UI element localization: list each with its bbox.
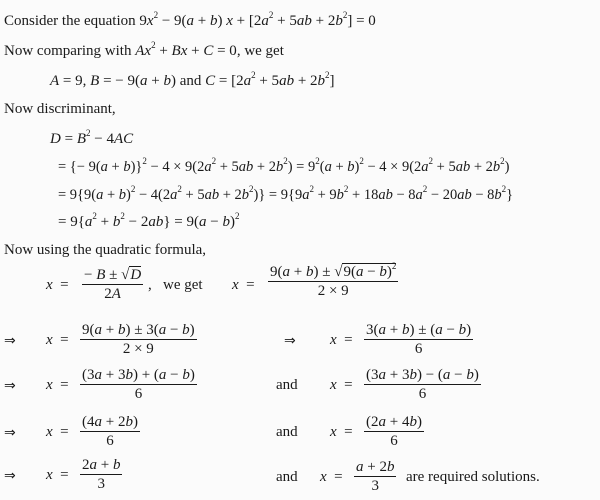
- discriminant-step-4: = $9\{a^2 + b^2 - 2ab\} = 9(a - b)^2$: [58, 211, 240, 230]
- intro-equation: $9x^2 - 9(a + b) x + [2a^2 + 5ab + 2b^2] = 0$: [139, 10, 376, 29]
- intro-prefix: Consider the equation: [4, 13, 136, 29]
- x-equals: x =: [320, 469, 343, 485]
- x-equals: x =: [330, 332, 353, 348]
- x-equals: x =: [330, 377, 353, 393]
- and-label: and: [276, 469, 298, 485]
- discriminant-step-3: = $9\{9(a + b)^2 - 4(2a^2 + 5ab + 2b^2)\} = 9\{9a^2 + 9b^2 + 18ab - 8a^2 - 20ab - 8b^2\}$: [58, 184, 514, 203]
- step4-left-fraction: 2a + b 3: [82, 457, 121, 492]
- x-equals: x =: [46, 332, 69, 348]
- discriminant-step-2: = {− $9(a + b)\}^2 - 4 \times 9(2a^2 + 5ab + 2b^2) = 9^2(a + b)^2 - 4 \times 9(2a^2 + 5ab + 2b^2)$: [58, 156, 510, 175]
- implies-icon: ⇒: [4, 333, 16, 349]
- step3-right-fraction: (2a + 4b) 6: [366, 414, 422, 449]
- intro-line: [4, 12, 376, 30]
- step1-right-fraction: 3(a + b) ± (a − b) 6: [366, 322, 472, 357]
- compare-suffix: , we get: [236, 43, 284, 59]
- and-label: and: [276, 424, 298, 440]
- step1-left-fraction: 9(a + b) ± 3(a − b) 2 × 9: [82, 322, 195, 357]
- we-get-label: , we get: [148, 277, 203, 293]
- implies-icon: ⇒: [4, 425, 16, 441]
- coefficients-line: A = 9, B = − 9(a + b) and $C = [2a^2 + 5ab + 2b^2]$: [50, 70, 335, 89]
- implies-icon: ⇒: [284, 333, 296, 349]
- x-equals-1: x =: [46, 277, 69, 293]
- discriminant-step-1: $D = B^2 - 4AC$: [50, 128, 134, 147]
- implies-icon: ⇒: [4, 468, 16, 484]
- compare-line: [4, 42, 284, 60]
- x-equals: x =: [46, 467, 69, 483]
- step3-left-fraction: (4a + 2b) 6: [82, 414, 138, 449]
- quadratic-formula: − B ± √D 2A: [84, 267, 142, 302]
- compare-prefix: Now comparing with: [4, 43, 132, 59]
- quadratic-heading: Now using the quadratic formula,: [4, 242, 207, 258]
- step2-right-fraction: (3a + 3b) − (a − b) 6: [366, 367, 479, 402]
- discriminant-heading: Now discriminant,: [4, 101, 116, 117]
- substituted-formula: $9(a + b) \pm √9(a - b)^2$ 2 × 9: [270, 261, 397, 299]
- conclusion-text: are required solutions.: [406, 469, 540, 485]
- general-form: $Ax^2 + Bx + C = 0$: [135, 40, 237, 59]
- implies-icon: ⇒: [4, 378, 16, 394]
- step4-right-fraction: a + 2b 3: [356, 459, 395, 494]
- step2-left-fraction: (3a + 3b) + (a − b) 6: [82, 367, 195, 402]
- x-equals: x =: [46, 377, 69, 393]
- x-equals: x =: [46, 424, 69, 440]
- x-equals-2: x =: [232, 277, 255, 293]
- and-label: and: [276, 377, 298, 393]
- x-equals: x =: [330, 424, 353, 440]
